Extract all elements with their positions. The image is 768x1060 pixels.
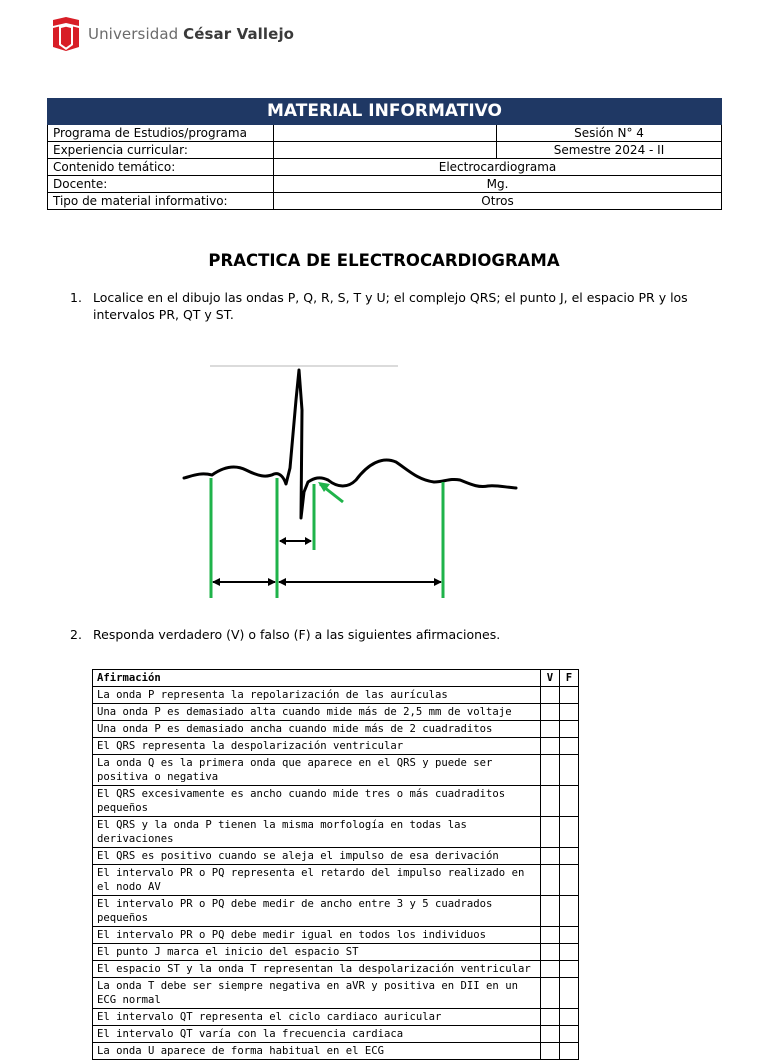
true-answer-cell[interactable] [541, 927, 560, 944]
statement-text: El punto J marca el inicio del espacio ST [93, 944, 541, 961]
true-answer-cell[interactable] [541, 704, 560, 721]
info-label: Programa de Estudios/programa [48, 125, 274, 142]
true-answer-cell[interactable] [541, 961, 560, 978]
true-answer-cell[interactable] [541, 738, 560, 755]
false-answer-cell[interactable] [560, 738, 579, 755]
statement-text: Una onda P es demasiado alta cuando mide más de 2,5 mm de voltaje [93, 704, 541, 721]
info-value: Electrocardiograma [274, 159, 722, 176]
practice-title: PRACTICA DE ELECTROCARDIOGRAMA [208, 251, 560, 270]
university-logo [52, 16, 294, 52]
info-label: Contenido temático: [48, 159, 274, 176]
statement-text: El QRS representa la despolarización ventricular [93, 738, 541, 755]
false-answer-cell[interactable] [560, 848, 579, 865]
false-answer-cell[interactable] [560, 786, 579, 817]
false-answer-cell[interactable] [560, 896, 579, 927]
info-label: Docente: [48, 176, 274, 193]
statement-text: El intervalo QT representa el ciclo cardiaco auricular [93, 1009, 541, 1026]
info-row [48, 176, 722, 193]
false-answer-cell[interactable] [560, 865, 579, 896]
info-label: Tipo de material informativo: [48, 193, 274, 210]
true-false-table [92, 669, 579, 1060]
statement-row [93, 687, 579, 704]
true-answer-cell[interactable] [541, 1043, 560, 1060]
statement-row [93, 721, 579, 738]
false-answer-cell[interactable] [560, 1043, 579, 1060]
course-info-table [47, 98, 722, 210]
question-text: Responda verdadero (V) o falso (F) a las siguientes afirmaciones. [93, 627, 501, 642]
statement-row [93, 817, 579, 848]
info-row [48, 159, 722, 176]
true-answer-cell[interactable] [541, 687, 560, 704]
true-answer-cell[interactable] [541, 848, 560, 865]
university-shield-icon [52, 17, 80, 51]
false-answer-cell[interactable] [560, 978, 579, 1009]
logo-text-bold: César Vallejo [183, 25, 295, 43]
question-text: Localice en el dibujo las ondas P, Q, R, S, T y U; el complejo QRS; el punto J, el espacio PR y los intervalos PR, QT y ST. [93, 290, 688, 322]
true-answer-cell[interactable] [541, 755, 560, 786]
info-title: MATERIAL INFORMATIVO [48, 99, 722, 125]
true-header: V [541, 670, 560, 687]
ecg-trace [184, 370, 516, 518]
statement-text: El QRS excesivamente es ancho cuando mide tres o más cuadraditos pequeños [93, 786, 541, 817]
statement-row [93, 978, 579, 1009]
false-answer-cell[interactable] [560, 704, 579, 721]
statement-text: El espacio ST y la onda T representan la despolarización ventricular [93, 961, 541, 978]
statement-row [93, 896, 579, 927]
true-answer-cell[interactable] [541, 865, 560, 896]
false-answer-cell[interactable] [560, 1009, 579, 1026]
false-answer-cell[interactable] [560, 817, 579, 848]
statement-text: El intervalo PR o PQ debe medir de ancho entre 3 y 5 cuadrados pequeños [93, 896, 541, 927]
statement-row [93, 961, 579, 978]
statement-row [93, 848, 579, 865]
statement-row [93, 1009, 579, 1026]
statement-text: Una onda P es demasiado ancha cuando mide más de 2 cuadraditos [93, 721, 541, 738]
question-number: 1. [70, 290, 82, 305]
true-answer-cell[interactable] [541, 944, 560, 961]
true-answer-cell[interactable] [541, 1009, 560, 1026]
logo-text-light: Universidad [88, 25, 179, 43]
info-row [48, 125, 722, 142]
statement-text: La onda U aparece de forma habitual en el ECG [93, 1043, 541, 1060]
info-label: Experiencia curricular: [48, 142, 274, 159]
statement-row [93, 865, 579, 896]
interval-arrow [278, 578, 442, 586]
statement-row [93, 1043, 579, 1060]
statement-row [93, 1026, 579, 1043]
true-answer-cell[interactable] [541, 896, 560, 927]
statement-text: La onda T debe ser siempre negativa en aVR y positiva en DII en un ECG normal [93, 978, 541, 1009]
true-answer-cell[interactable] [541, 817, 560, 848]
statement-text: El intervalo PR o PQ representa el retardo del impulso realizado en el nodo AV [93, 865, 541, 896]
false-answer-cell[interactable] [560, 1026, 579, 1043]
statement-text: El intervalo PR o PQ debe medir igual en todos los individuos [93, 927, 541, 944]
info-row [48, 142, 722, 159]
false-header: F [560, 670, 579, 687]
info-row [48, 193, 722, 210]
statement-text: El QRS es positivo cuando se aleja el impulso de esa derivación [93, 848, 541, 865]
info-value: Otros [274, 193, 722, 210]
interval-arrow [279, 537, 312, 545]
true-answer-cell[interactable] [541, 1026, 560, 1043]
statement-header: Afirmación [93, 670, 541, 687]
false-answer-cell[interactable] [560, 721, 579, 738]
true-answer-cell[interactable] [541, 721, 560, 738]
interval-arrow [212, 578, 276, 586]
false-answer-cell[interactable] [560, 755, 579, 786]
false-answer-cell[interactable] [560, 687, 579, 704]
statement-text: El intervalo QT varía con la frecuencia cardiaca [93, 1026, 541, 1043]
statement-row [93, 755, 579, 786]
info-value [274, 125, 497, 142]
info-value: Sesión N° 4 [497, 125, 722, 142]
statement-text: La onda Q es la primera onda que aparece en el QRS y puede ser positiva o negativa [93, 755, 541, 786]
statement-text: El QRS y la onda P tienen la misma morfología en todas las derivaciones [93, 817, 541, 848]
statement-row [93, 704, 579, 721]
statement-row [93, 944, 579, 961]
info-value: Semestre 2024 - II [497, 142, 722, 159]
statement-row [93, 738, 579, 755]
true-answer-cell[interactable] [541, 978, 560, 1009]
ecg-diagram [178, 360, 528, 610]
info-value: Mg. [274, 176, 722, 193]
question-number: 2. [70, 627, 82, 642]
statement-row [93, 927, 579, 944]
statement-text: La onda P representa la repolarización de las aurículas [93, 687, 541, 704]
statement-row [93, 786, 579, 817]
info-value [274, 142, 497, 159]
false-answer-cell[interactable] [560, 927, 579, 944]
false-answer-cell[interactable] [560, 961, 579, 978]
true-answer-cell[interactable] [541, 786, 560, 817]
false-answer-cell[interactable] [560, 944, 579, 961]
